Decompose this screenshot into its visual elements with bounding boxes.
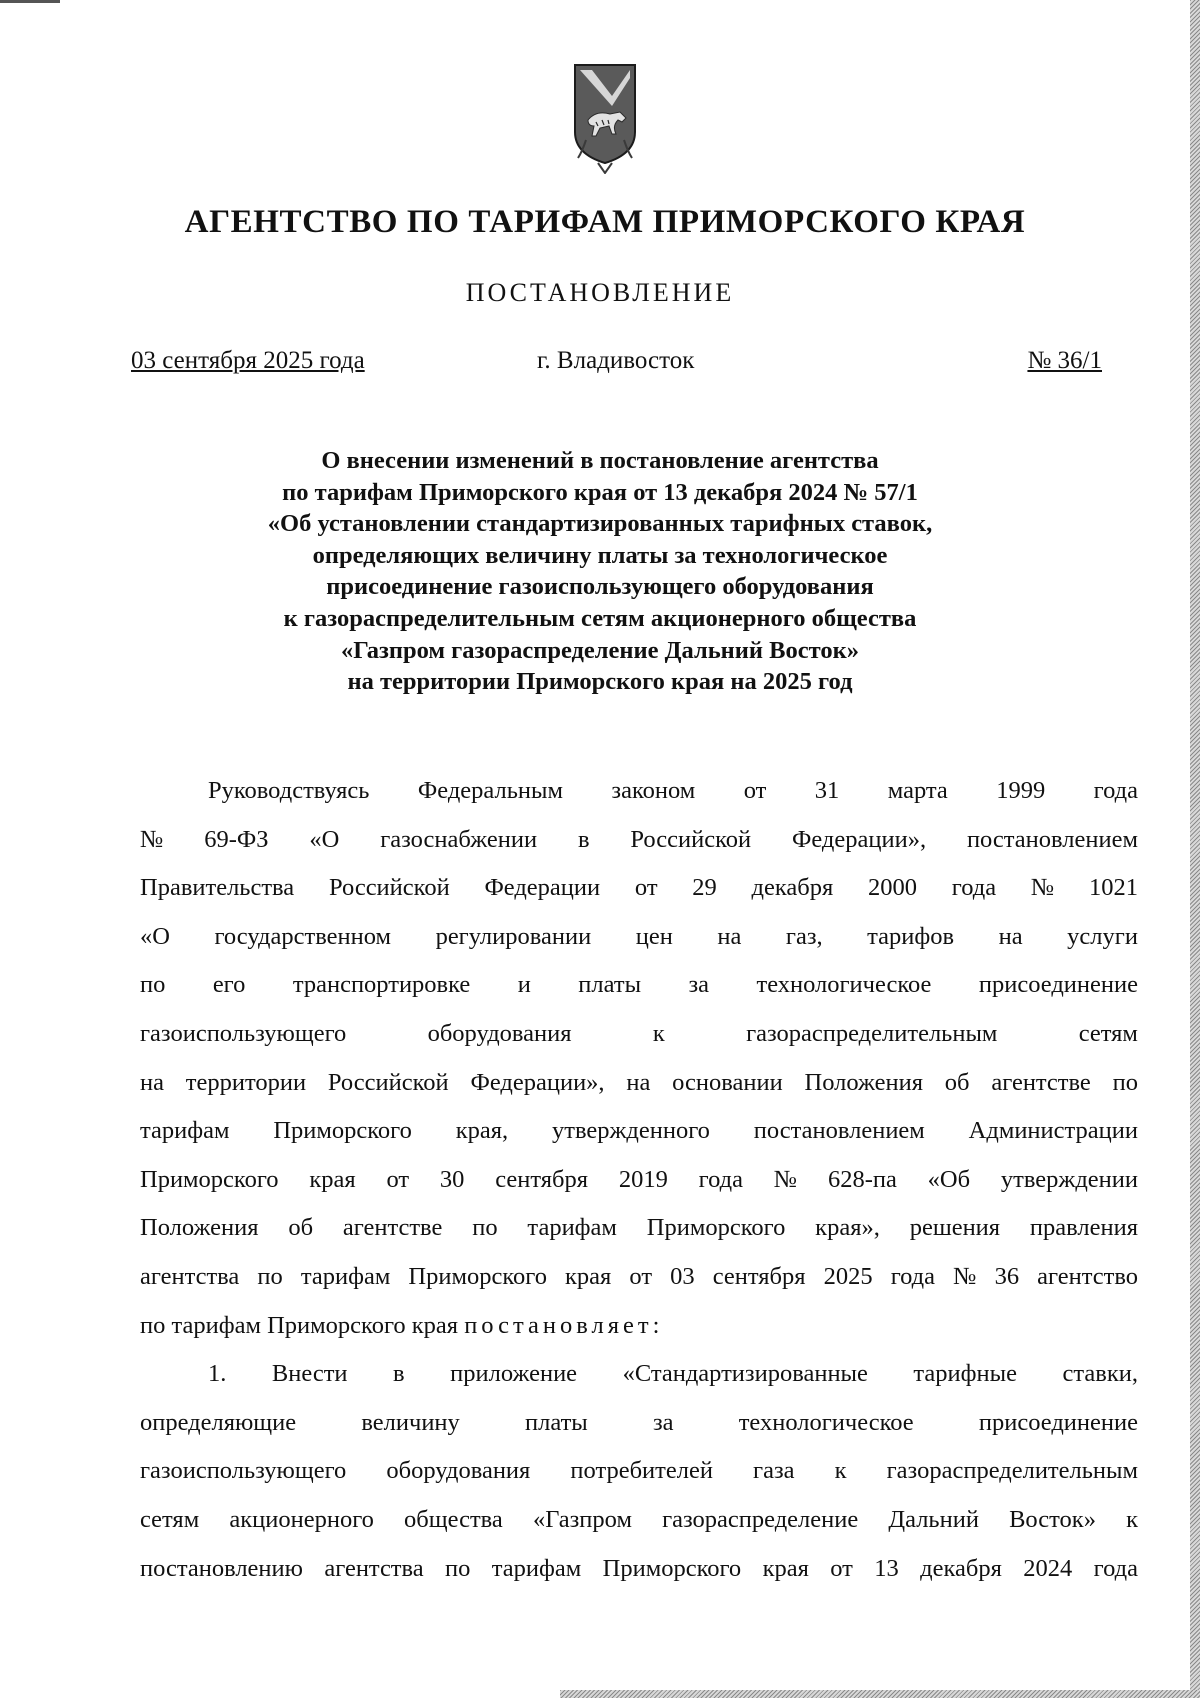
body-word: присоединение (978, 1408, 1138, 1436)
body-word: сетям (1078, 1019, 1138, 1047)
document-type: ПОСТАНОВЛЕНИЕ (465, 278, 735, 307)
body-word: 31 (814, 777, 840, 804)
body-word: «О (140, 922, 170, 950)
body-word: года (951, 874, 997, 902)
body-word: платы (578, 971, 642, 999)
resolution-keyword: постановляет: (464, 1311, 664, 1339)
body-word: Федерации», (791, 825, 927, 853)
body-word: ставки, (1062, 1360, 1138, 1388)
heading-line: на территории Приморского края на 2025 год (347, 668, 853, 696)
body-line: газоиспользующего оборудования потребителей газа к газораспределительным (140, 1457, 1138, 1485)
document-city: г. Владивосток (537, 347, 695, 374)
body-word: Российской (328, 874, 450, 902)
body-word: на (717, 922, 742, 950)
body-word: 2000 (868, 874, 918, 902)
body-line (140, 1010, 1138, 1059)
body-word: по (140, 971, 166, 999)
body-line: агентства по тарифам Приморского края от 03 сентября 2025 года № 36 агентство (140, 1262, 1138, 1290)
body-word: постановлением (966, 825, 1138, 853)
document-date: 03 сентября 2025 года (131, 347, 365, 374)
scan-edge-right (1190, 0, 1200, 1698)
body-word: услуги (1067, 922, 1138, 950)
body-word: его (212, 971, 246, 999)
body-word: № (1030, 874, 1055, 902)
body-word: марта (887, 777, 948, 804)
body-word: Руководствуясь (208, 777, 370, 804)
body-word: от (743, 777, 767, 804)
heading-line: к газораспределительным сетям акционерного общества (283, 604, 917, 632)
body-word: присоединение (978, 971, 1138, 999)
document-number: № 36/1 (1027, 347, 1102, 374)
body-word: технологическое (756, 971, 932, 999)
coat-of-arms-emblem (572, 62, 638, 174)
body-word: «О (309, 825, 340, 853)
body-word: величину (361, 1408, 460, 1436)
body-word: Российской (630, 825, 752, 853)
scan-edge-top (0, 0, 60, 3)
body-line (140, 864, 1138, 913)
body-word: 29 (692, 874, 717, 902)
body-word: за (652, 1408, 674, 1436)
body-word: газораспределительным (746, 1019, 998, 1047)
body-word: и (517, 971, 531, 999)
body-line: на территории Российской Федерации», на основании Положения об агентстве по (140, 1068, 1138, 1096)
body-word: за (688, 971, 710, 999)
body-line (140, 961, 1138, 1010)
body-word: года (1093, 777, 1138, 804)
body-word: цен (635, 922, 673, 950)
heading-line: «Об установлении стандартизированных тарифных ставок, (267, 510, 933, 538)
body-word: газ, (785, 922, 823, 950)
body-word: 1999 (996, 777, 1046, 804)
body-line: постановлению агентства по тарифам Приморского края от 13 декабря 2024 года (140, 1554, 1138, 1582)
body-word: тарифов (867, 922, 955, 950)
body-word: «Стандартизированные (622, 1360, 868, 1388)
body-line (140, 1399, 1138, 1448)
body-word: определяющие (140, 1408, 297, 1436)
heading-line: определяющих величину платы за технологическое (312, 541, 888, 569)
body-word: Федеральным (417, 777, 563, 804)
body-word: технологическое (738, 1408, 914, 1436)
body-word: 1. (208, 1360, 227, 1388)
body-word: 69-ФЗ (204, 825, 269, 853)
body-word: 1021 (1089, 874, 1138, 902)
body-word: на (998, 922, 1023, 950)
heading-line: «Газпром газораспределение Дальний Восток» (341, 636, 859, 664)
body-word: газоснабжении (380, 825, 538, 853)
body-word: платы (525, 1408, 588, 1436)
scan-edge-bottom (560, 1690, 1200, 1698)
body-line: Приморского края от 30 сентября 2019 года № 628-па «Об утверждении (140, 1165, 1138, 1193)
body-word: регулировании (435, 922, 592, 950)
body-word: декабря (751, 874, 834, 902)
body-word: в (577, 825, 590, 853)
body-word: в (393, 1360, 405, 1388)
body-word: государственном (214, 922, 392, 950)
body-word: Внести (271, 1360, 348, 1388)
body-word: приложение (450, 1360, 578, 1388)
body-line (140, 1302, 1138, 1351)
body-line: тарифам Приморского края, утвержденного постановлением Администрации (140, 1117, 1138, 1145)
body-word: от (634, 874, 658, 902)
body-word: газоиспользующего (140, 1019, 347, 1047)
heading-line: по тарифам Приморского края от 13 декабря 2024 № 57/1 (282, 478, 918, 506)
body-line (140, 816, 1138, 865)
body-word: к (652, 1019, 665, 1047)
body-line: сетям акционерного общества «Газпром газораспределение Дальний Восток» к (140, 1505, 1138, 1533)
body-word: № (140, 825, 164, 853)
body-word: Правительства (140, 874, 295, 902)
heading-line: О внесении изменений в постановление агентства (321, 447, 879, 474)
body-line-prefix: по тарифам Приморского края (140, 1311, 465, 1339)
body-word: тарифные (913, 1360, 1017, 1388)
heading-line: присоединение газоиспользующего оборудования (326, 573, 874, 601)
agency-title: АГЕНТСТВО ПО ТАРИФАМ ПРИМОРСКОГО КРАЯ (184, 204, 1026, 240)
document-heading (150, 445, 1050, 698)
body-line (140, 1350, 1138, 1399)
body-word: оборудования (427, 1019, 572, 1047)
body-word: Федерации (484, 874, 601, 902)
body-line (140, 913, 1138, 962)
document-body (140, 767, 1138, 1593)
body-word: законом (611, 777, 696, 804)
body-word: транспортировке (292, 971, 471, 999)
body-line: Положения об агентстве по тарифам Приморского края», решения правления (140, 1214, 1138, 1242)
body-line (140, 767, 1138, 816)
